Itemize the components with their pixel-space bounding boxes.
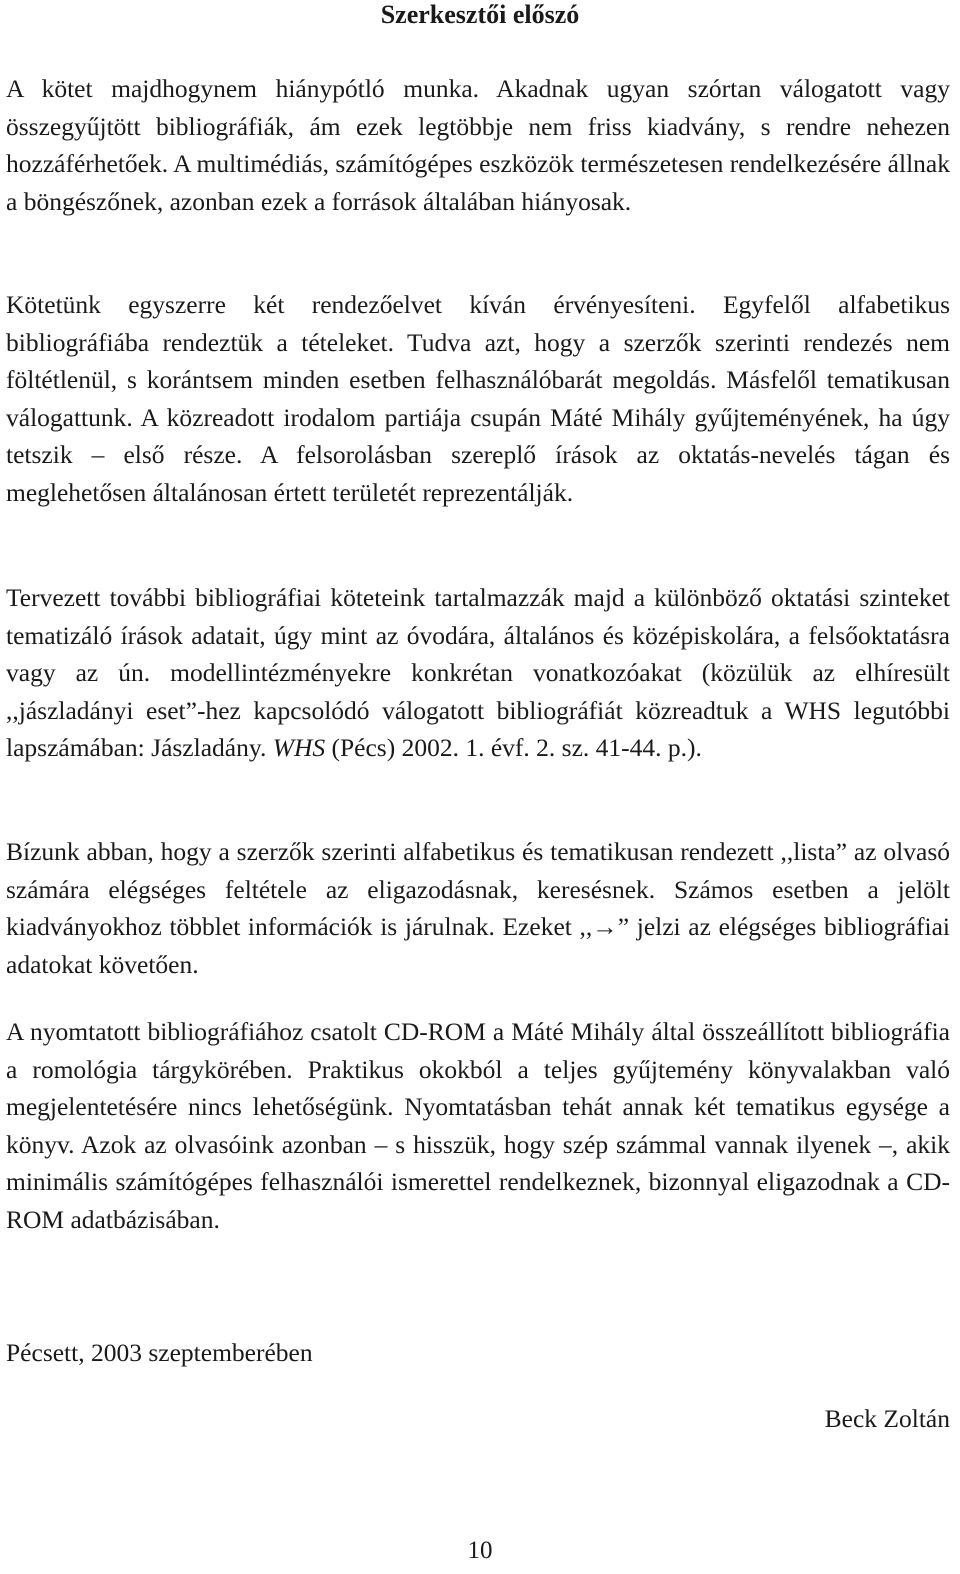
- page-number: 10: [467, 1537, 493, 1564]
- paragraph-3-text-start: Tervezett további bibliográfiai köteteink tartalmazzák majd a különböző oktatási szinteket tematizáló írások adatait, úgy mint az óvodára, általános és középiskolára, a felsőoktatásra vagy az ún. modellintézményekre konkrétan vonatkozóakat (közülük az elhíresült ,,jászladányi eset”-hez kapcsolódó válogatott bibliográfiát közreadtuk a WHS legutóbbi lapszámában: Jászladány.: [6, 583, 950, 762]
- paragraph-3: [6, 579, 950, 767]
- paragraph-3-italic-journal: WHS: [272, 733, 326, 762]
- paragraph-4: Bízunk abban, hogy a szerzők szerinti alfabetikus és tematikusan rendezett ,,lista” az olvasó számára elégséges feltétele az eligazodásnak, keresésnek. Számos esetben a jelölt kiadványokhoz többlet információk is járulnak. Ezeket ,,→” jelzi az elégséges bibliográfiai adatokat követően.: [6, 837, 950, 979]
- place-date: Pécsett, 2003 szeptemberében: [6, 1338, 313, 1367]
- author-signature: Beck Zoltán: [824, 1404, 950, 1433]
- page-title: Szerkesztői előszó: [380, 0, 580, 29]
- paragraph-3-text-end: (Pécs) 2002. 1. évf. 2. sz. 41-44. p.).: [325, 733, 702, 762]
- paragraph-2: Kötetünk egyszerre két rendezőelvet kíván érvényesíteni. Egyfelől alfabetikus bibliográfiába rendeztük a tételeket. Tudva azt, hogy a szerzők szerinti rendezés nem föltétlenül, s korántsem minden esetben felhasználóbarát megoldás. Másfelől tematikusan válogattunk. A közreadott irodalom partiája csupán Máté Mihály gyűjteményének, ha úgy tetszik – első része. A felsorolásban szereplő írások az oktatás-nevelés tágan és meglehetősen általánosan értett területét reprezentálják.: [6, 290, 950, 507]
- paragraph-1: A kötet majdhogynem hiánypótló munka. Akadnak ugyan szórtan válogatott vagy összegyűjtött bibliográfiák, ám ezek legtöbbje nem friss kiadvány, s rendre nehezen hozzáférhetőek. A multimédiás, számítógépes eszközök természetesen rendelkezésére állnak a böngészőnek, azonban ezek a források általában hiányosak.: [6, 74, 950, 216]
- paragraph-5: A nyomtatott bibliográfiához csatolt CD-ROM a Máté Mihály által összeállított bibliográfia a romológia tárgykörében. Praktikus okokból a teljes gyűjtemény könyvalakban való megjelentetésére nincs lehetőségünk. Nyomtatásban tehát annak két tematikus egysége a könyv. Azok az olvasóink azonban – s hisszük, hogy szép számmal vannak ilyenek –, akik minimális számítógépes felhasználói ismerettel rendelkeznek, bizonnyal eligazodnak a CD-ROM adatbázisában.: [6, 1017, 950, 1234]
